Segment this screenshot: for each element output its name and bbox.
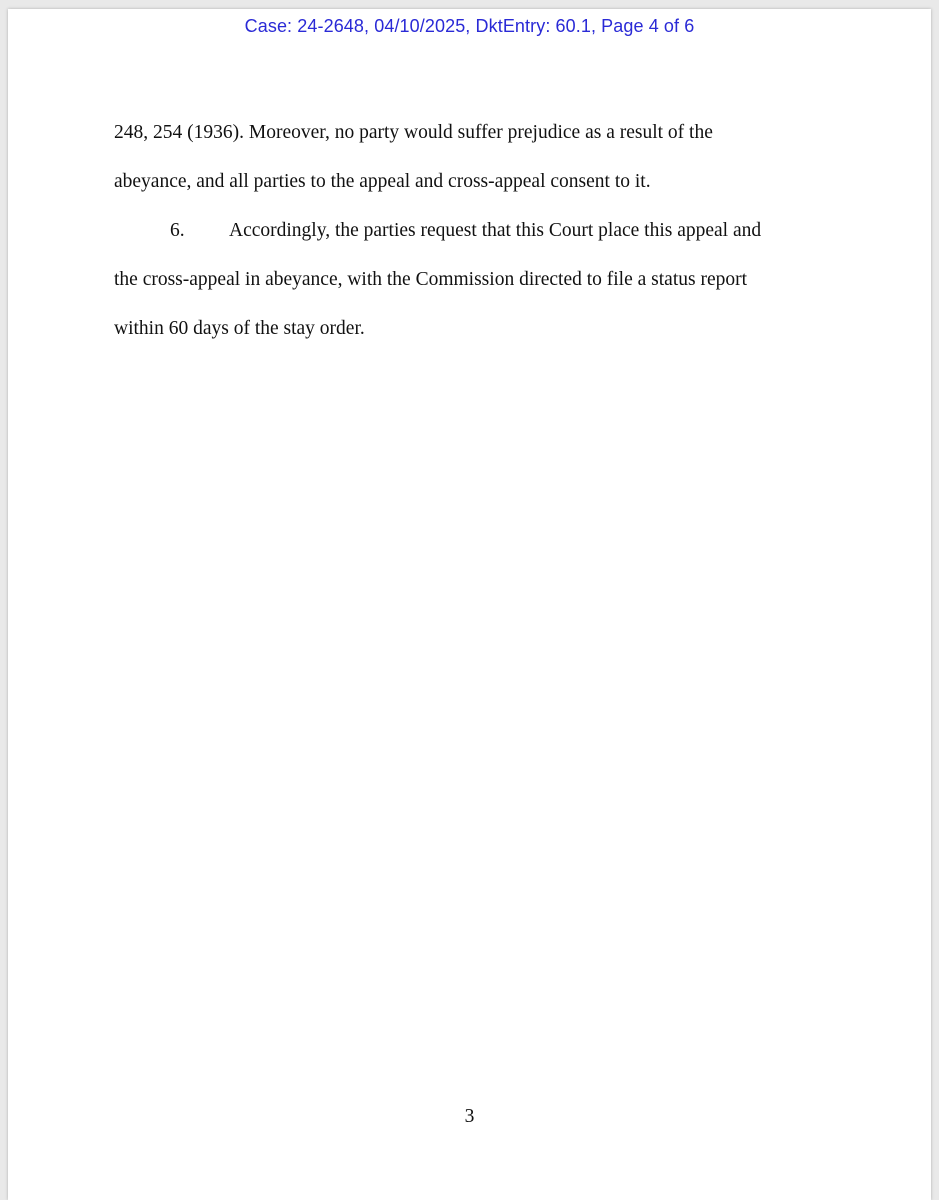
body-line: 248, 254 (1936). Moreover, no party would suffer prejudice as a result of the bbox=[114, 122, 713, 143]
page-number: 3 bbox=[464, 1106, 475, 1127]
document-page bbox=[8, 9, 931, 1200]
paragraph-number: 6. bbox=[170, 220, 185, 241]
document-body bbox=[114, 117, 814, 362]
body-line: abeyance, and all parties to the appeal and cross-appeal consent to it. bbox=[114, 171, 651, 192]
docket-header: Case: 24-2648, 04/10/2025, DktEntry: 60.1, Page 4 of 6 bbox=[244, 16, 695, 36]
body-line: the cross-appeal in abeyance, with the Commission directed to file a status report bbox=[114, 269, 748, 290]
body-line: within 60 days of the stay order. bbox=[114, 318, 365, 339]
paragraph-6-first-line bbox=[114, 215, 814, 264]
paragraph-text: Accordingly, the parties request that this Court place this appeal and bbox=[229, 220, 762, 241]
